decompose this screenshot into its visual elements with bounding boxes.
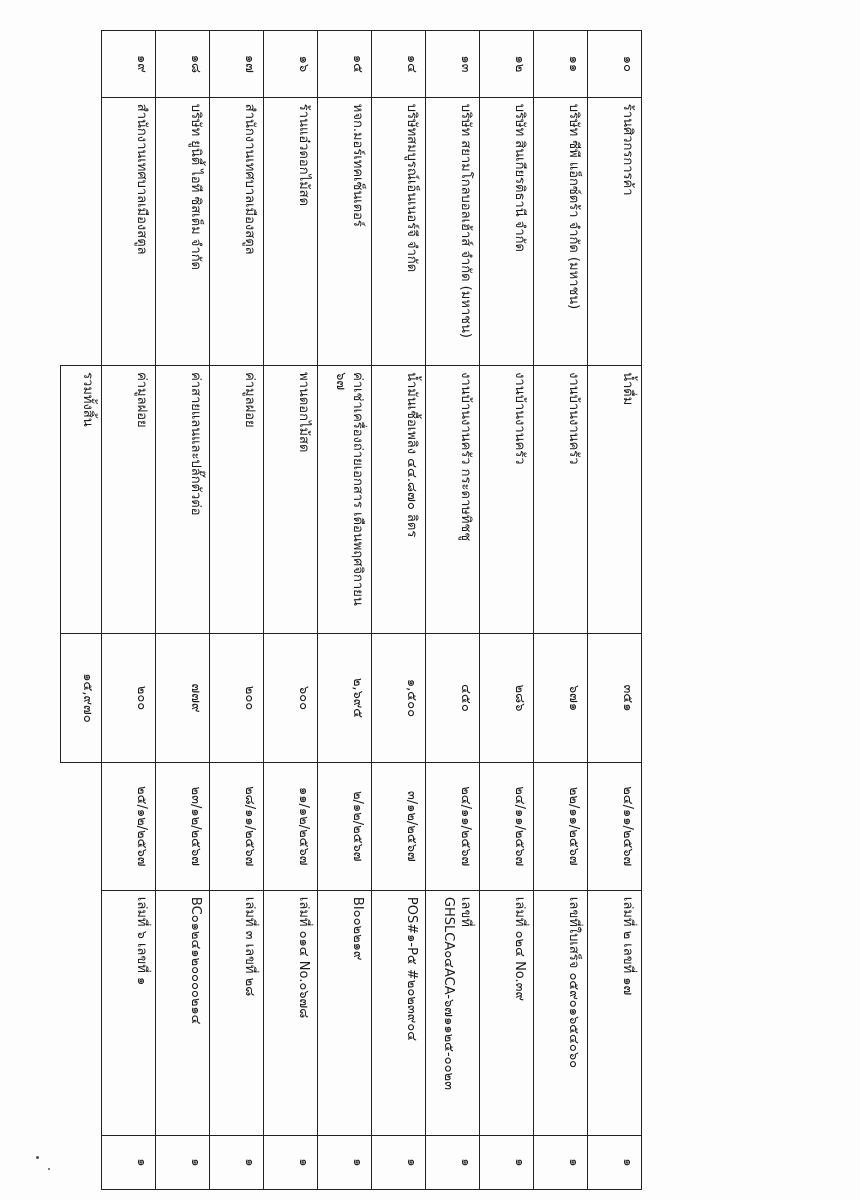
receipt-number-cell: POS#๑-P๕ #๒๐๒๓๙๐๔ xyxy=(372,890,426,1135)
receipt-number: GHSLCA๐๔ACA-๖๗๑๑๒๕-๐๐๒๓ xyxy=(441,896,456,1091)
scan-speck xyxy=(48,1168,50,1170)
row-number-cell: ๑๑ xyxy=(534,31,588,98)
count-cell: ๑ xyxy=(426,1135,480,1189)
table-row xyxy=(264,31,318,1190)
amount-cell: ๔๕๐ xyxy=(426,634,480,762)
table-row xyxy=(588,31,642,1190)
row-number-cell: ๑๔ xyxy=(372,31,426,98)
date-cell: ๓/๑๒/๒๕๖๗ xyxy=(372,762,426,890)
table-row xyxy=(102,31,156,1190)
total-label: รวมทั้งสิ้น xyxy=(61,366,102,634)
date-cell: ๒๔/๑๑/๒๕๖๗ xyxy=(480,762,534,890)
blank-cell xyxy=(61,890,102,1135)
date-cell: ๒๒/๑๑/๒๕๖๗ xyxy=(534,762,588,890)
row-number-cell: ๑๖ xyxy=(264,31,318,98)
amount-cell: ๒,๖๙๕ xyxy=(318,634,372,762)
date-cell: ๑๑/๑๒/๒๕๖๗ xyxy=(264,762,318,890)
table-body xyxy=(61,31,642,1190)
item-cell: ค่ามูลฝอย xyxy=(102,366,156,634)
receipt-number-cell: เล่มที่ ๓ เลขที่ ๒๘ xyxy=(210,890,264,1135)
row-number-cell: ๑๕ xyxy=(318,31,372,98)
vendor-cell: บริษัท สยามโกลบอลเฮ้าส์ จำกัด (มหาชน) xyxy=(426,97,480,365)
row-number-cell: ๑๙ xyxy=(102,31,156,98)
table-row xyxy=(426,31,480,1190)
amount-cell: ๑,๕๐๐ xyxy=(372,634,426,762)
date-cell: ๒๔/๑๑/๒๕๖๗ xyxy=(426,762,480,890)
blank-cell xyxy=(61,31,102,98)
date-cell: ๒๘/๑๑/๒๕๖๗ xyxy=(210,762,264,890)
count-cell: ๑ xyxy=(480,1135,534,1189)
amount-cell: ๓๕๑ xyxy=(588,634,642,762)
count-cell: ๑ xyxy=(210,1135,264,1189)
item-cell: งานบ้านงานครัว xyxy=(534,366,588,634)
amount-cell: ๖๐๐ xyxy=(264,634,318,762)
item-cell: พานดอกไม้สด xyxy=(264,366,318,634)
vendor-cell: ร้านแอ๋วดอกไม้สด xyxy=(264,97,318,365)
table-row xyxy=(210,31,264,1190)
amount-cell: ๒๐๐ xyxy=(210,634,264,762)
blank-cell xyxy=(61,1135,102,1189)
receipt-number-cell: เลขที่ใบเสร็จ ๐๕๙๐๑๖๕๔๐๖๐ xyxy=(534,890,588,1135)
receipt-number-cell: BC๐๑๒๔๑๒๐๐๐๐๒๑๔ xyxy=(156,890,210,1135)
item-cell: ค่ามูลฝอย xyxy=(210,366,264,634)
item-cell: น้ำดื่ม xyxy=(588,366,642,634)
row-number-cell: ๑๗ xyxy=(210,31,264,98)
item-cell: งานบ้านงานครัว กระดาษทิชชู xyxy=(426,366,480,634)
amount-cell: ๗๗๙ xyxy=(156,634,210,762)
table-row xyxy=(156,31,210,1190)
vendor-cell: บริษัท สินเกียรติธานี จำกัด xyxy=(480,97,534,365)
vendor-cell: บริษัท ซีพี แอ็กซ์ตร้า จำกัด (มหาชน) xyxy=(534,97,588,365)
item-cell: งานบ้านงานครัว xyxy=(480,366,534,634)
row-number-cell: ๑๘ xyxy=(156,31,210,98)
vendor-cell: หจก.มอร์เทคเซ็นเตอร์ xyxy=(318,97,372,365)
amount-cell: ๒๐๐ xyxy=(102,634,156,762)
item-cell: ค่าสายแลนและปลั๊กตัวต่อ xyxy=(156,366,210,634)
row-number-cell: ๑๓ xyxy=(426,31,480,98)
vendor-cell: ร้านศิวกรการค้า xyxy=(588,97,642,365)
receipt-number-cell: เล่มที่ ๐๑๔ No.๐๖๗๘ xyxy=(264,890,318,1135)
date-cell: ๒๓/๑๒/๒๕๖๗ xyxy=(156,762,210,890)
receipt-number-cell: เล่มที่ ๐๒๔ No.๓๙ xyxy=(480,890,534,1135)
count-cell: ๑ xyxy=(588,1135,642,1189)
amount-cell: ๒๘๖ xyxy=(480,634,534,762)
count-cell: ๑ xyxy=(534,1135,588,1189)
amount-cell: ๖๗๑ xyxy=(534,634,588,762)
date-cell: ๒๔/๑๑/๒๕๖๗ xyxy=(588,762,642,890)
table-row xyxy=(372,31,426,1190)
vendor-cell: บริษัทสมบูรณ์เอ็นเนอร์จี จำกัด xyxy=(372,97,426,365)
count-cell: ๑ xyxy=(156,1135,210,1189)
item-cell: น้ำมันเชื้อเพลิง ๔๔.๘๗๐ ลิตร xyxy=(372,366,426,634)
table-row xyxy=(480,31,534,1190)
date-cell: ๒/๑๒/๒๕๖๗ xyxy=(318,762,372,890)
vendor-cell: สำนักงานเทศบาลเมืองสตูล xyxy=(210,97,264,365)
count-cell: ๑ xyxy=(102,1135,156,1189)
blank-cell xyxy=(61,762,102,890)
date-cell: ๒๕/๑๒/๒๕๖๗ xyxy=(102,762,156,890)
receipt-prefix: เลขที่ xyxy=(458,896,473,927)
table-row xyxy=(318,31,372,1190)
count-cell: ๑ xyxy=(264,1135,318,1189)
scan-speck xyxy=(36,1156,39,1159)
expense-table xyxy=(60,30,642,1190)
count-cell: ๑ xyxy=(372,1135,426,1189)
count-cell: ๑ xyxy=(318,1135,372,1189)
blank-cell xyxy=(61,97,102,365)
receipt-number-cell xyxy=(426,890,480,1135)
receipt-number-cell: BI๐๐๒๒๑๙ xyxy=(318,890,372,1135)
table-row xyxy=(534,31,588,1190)
expense-table-rotated xyxy=(82,30,642,1190)
receipt-number-cell: เล่มที่ ๖ เลขที่ ๑ xyxy=(102,890,156,1135)
item-cell: ค่าเช่าเครื่องถ่ายเอกสาร เดือนพฤศจิกายน ๖๗ xyxy=(318,366,372,634)
receipt-number-cell: เล่มที่ ๒ เลขที่ ๑๗ xyxy=(588,890,642,1135)
vendor-cell: สำนักงานเทศบาลเมืองสตูล xyxy=(102,97,156,365)
row-number-cell: ๑๐ xyxy=(588,31,642,98)
total-amount: ๑๕,๙๗๐ xyxy=(61,634,102,762)
row-number-cell: ๑๒ xyxy=(480,31,534,98)
total-row xyxy=(61,31,102,1190)
vendor-cell: บริษัท ยูนิตี้ ไอที ซิสเต็ม จำกัด xyxy=(156,97,210,365)
